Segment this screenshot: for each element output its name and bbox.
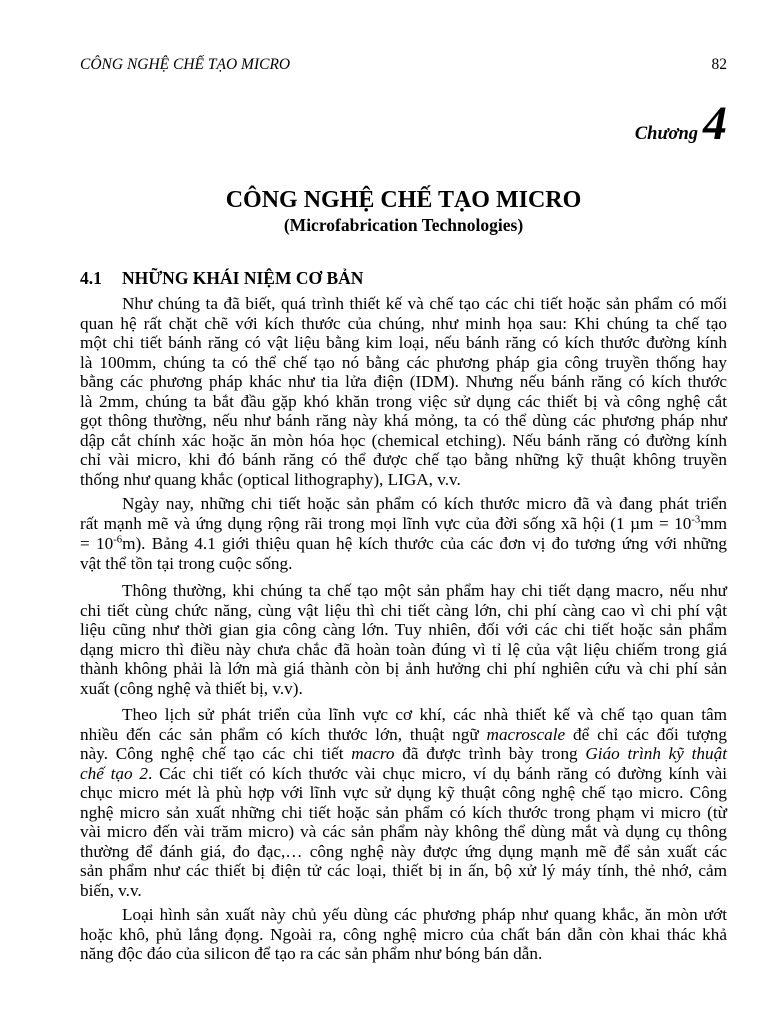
italic-term: macro: [351, 744, 395, 763]
text-line: [80, 514, 727, 534]
italic-term: macroscale: [486, 724, 566, 744]
italic-book-title: chế tạo 2: [80, 763, 148, 783]
paragraph-5: [80, 905, 727, 964]
text-line: thống như quang khắc (optical lithography), LIGA, v.v.: [80, 469, 461, 489]
text-line: [80, 764, 727, 784]
text-line: Thông thường, khi chúng ta chế tạo một sản phẩm hay chi tiết dạng macro, nếu như: [122, 581, 727, 600]
text-line: Theo lịch sử phát triển của lĩnh vực cơ khí, các nhà thiết kế và chế tạo quan tâm: [122, 705, 727, 724]
superscript-exponent: -3: [691, 514, 701, 526]
text-line: [80, 534, 727, 554]
text-line: hoặc khô, phủ lắng đọng. Ngoài ra, công nghệ micro của chất bán dẫn còn khai thác khả: [80, 924, 727, 944]
section-title: NHỮNG KHÁI NIỆM CƠ BẢN: [122, 268, 364, 288]
text-line: là 2mm, chúng ta bắt đầu gặp khó khăn trong việc sử dụng các thiết bị và công nghệ cắt: [80, 391, 727, 411]
text-segment: m). Bảng 4.1 giới thiệu quan hệ kích thước của các đơn vị đo tương ứng với những: [122, 534, 728, 553]
text-segment: rất mạnh mẽ và ứng dụng rộng rãi trong mọi lĩnh vực của đời sống xã hội (1 µm = 10: [80, 514, 692, 533]
paragraph-2: [80, 494, 727, 574]
text-line: Loại hình sản xuất này chủ yếu dùng các phương pháp như quang khắc, ăn mòn ướt: [122, 905, 727, 924]
text-segment: để chỉ các đối tượng: [565, 724, 727, 744]
text-segment: nhiều đến các sản phẩm có kích thước lớn, thuật ngữ: [80, 724, 487, 744]
text-line: bằng các phương pháp khác như tia lửa điện (IDM). Nhưng nếu bánh răng có kích thước: [80, 372, 727, 391]
text-line: chỉ vài micro, khi đó bánh răng có thể được chế tạo bằng những kỹ thuật không truyền: [80, 450, 727, 469]
text-line: chi tiết cùng chức năng, cùng vật liệu thì chi tiết càng lớn, chi phí càng cao vì chi phí vật: [80, 600, 727, 620]
chapter-label: [634, 97, 727, 159]
superscript-exponent: -6: [113, 534, 123, 546]
chapter-word: Chương: [634, 124, 698, 144]
text-line: là 100mm, chúng ta có thể chế tạo nó bằng các phương pháp gia công truyền thống hay: [80, 352, 727, 372]
chapter-number: 4: [703, 97, 727, 150]
running-title: CÔNG NGHỆ CHẾ TẠO MICRO: [80, 56, 291, 73]
chapter-subtitle: (Microfabrication Technologies): [283, 215, 524, 235]
text-line: gọt thông thường, nếu như bánh răng này khá mỏng, ta có thể dùng các phương pháp như: [80, 411, 727, 430]
text-segment: = 10: [80, 534, 114, 553]
page-number: 82: [711, 56, 727, 73]
text-segment: đã được trình bày trong: [394, 744, 586, 763]
text-line: thành không phải là lớn mà giá thành còn bị ảnh hưởng chi phí nghiên cứu và chi phí sản: [80, 659, 727, 678]
text-line: liệu cũng như thời gian gia công càng lớn. Tuy nhiên, đối với các chi tiết hoặc sản phẩm: [80, 620, 727, 639]
section-heading: [80, 268, 363, 288]
text-line: Như chúng ta đã biết, quá trình thiết kế và chế tạo các chi tiết hoặc sản phẩm có mối: [122, 294, 727, 313]
section-number: 4.1: [80, 268, 102, 288]
paragraph-4: [80, 705, 727, 900]
text-line: vài micro đến vài trăm micro) và các sản phẩm này không thể dùng mắt và dụng cụ thông: [80, 822, 727, 841]
paragraph-3: [80, 581, 727, 698]
italic-book-title: Giáo trình kỹ thuật: [585, 744, 727, 763]
text-line: một chi tiết bánh răng có vật liệu bằng kim loại, nếu bánh răng có kích thước đường kính: [80, 333, 727, 352]
text-segment: này. Công nghệ chế tạo các chi tiết: [80, 744, 352, 763]
text-line: [80, 725, 727, 745]
text-line: dập cắt chính xác hoặc ăn mòn hóa học (chemical etching). Nếu bánh răng có đường kính: [80, 430, 727, 450]
paragraph-1: [80, 294, 727, 489]
text-line: thường để đánh giá, đo đạc,… công nghệ này được ứng dụng mạnh mẽ để sản xuất các: [80, 841, 727, 861]
text-line: sản phẩm như các thiết bị điện tử các loại, thiết bị in ấn, bộ xử lý máy tính, thẻ nhớ, cảm: [80, 861, 727, 880]
text-line: năng độc đáo của silicon để tạo ra các sản phẩm như bóng bán dẫn.: [80, 944, 543, 963]
chapter-title: CÔNG NGHỆ CHẾ TẠO MICRO: [225, 187, 582, 213]
text-segment: . Các chi tiết có kích thước vài chục micro, ví dụ bánh răng có đường kính vài: [148, 763, 727, 783]
text-line: chục micro mét là phù hợp với lĩnh vực sử dụng kỹ thuật công nghệ chế tạo micro. Công: [80, 783, 727, 802]
text-line: dạng micro thì điều này chưa chắc đã hoàn toàn đúng vì tỉ lệ của vật liệu chiếm trong giá: [80, 639, 727, 659]
text-line: quan hệ rất chặt chẽ với kích thước của chúng, như minh họa sau: Khi chúng ta chế tạo: [80, 313, 727, 333]
text-line: vật thể tồn tại trong cuộc sống.: [80, 554, 293, 573]
text-line: biến, v.v.: [80, 880, 142, 900]
text-line: Ngày nay, những chi tiết hoặc sản phẩm có kích thước micro đã và đang phát triển: [122, 494, 727, 513]
text-line: [80, 744, 727, 764]
text-line: nghệ micro sản xuất những chi tiết hoặc sản phẩm có kích thước trong phạm vi micro (từ: [80, 802, 727, 822]
text-segment: mm: [700, 514, 727, 533]
running-header: [80, 56, 727, 74]
text-line: xuất (công nghệ và thiết bị, v.v).: [80, 678, 303, 698]
